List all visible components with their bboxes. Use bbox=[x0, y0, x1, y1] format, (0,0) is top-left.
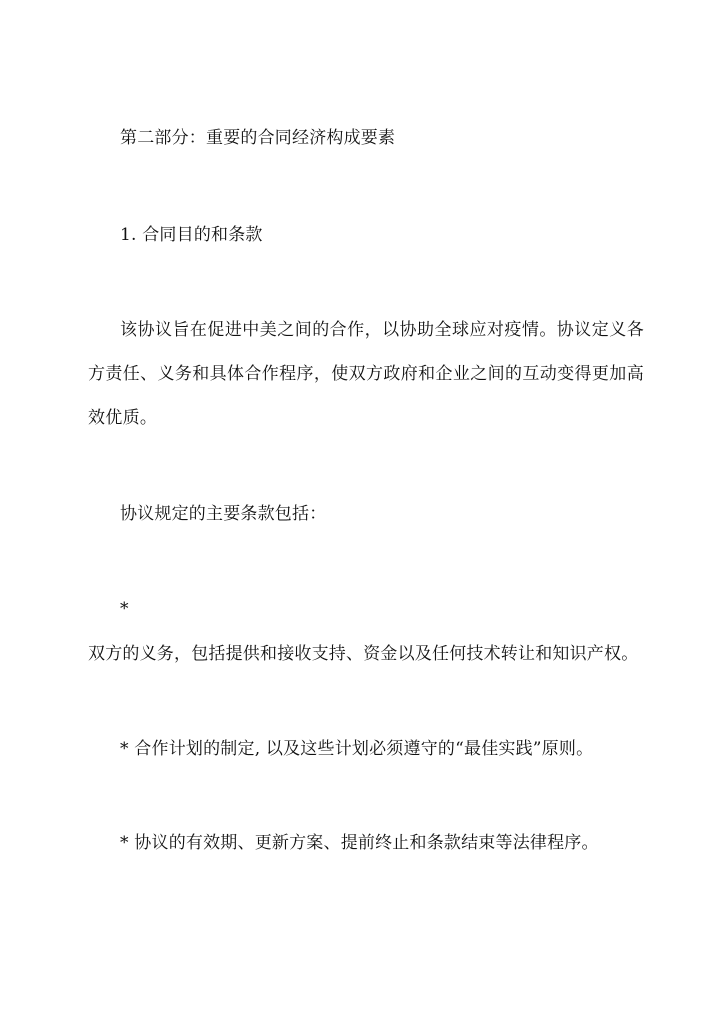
intro-paragraph: 该协议旨在促进中美之间的合作，以协助全球应对疫情。协议定义各方责任、义务和具体合作程序，使双方政府和企业之间的互动变得更加高效优质。 bbox=[88, 320, 644, 428]
subsection-title: 1. 合同目的和条款 bbox=[120, 225, 263, 245]
section-title: 第二部分：重要的合同经济构成要素 bbox=[120, 128, 396, 148]
bullet-marker: * bbox=[120, 599, 129, 619]
bullet-item: 双方的义务，包括提供和接收支持、资金以及任何技术转让和知识产权。 bbox=[88, 644, 639, 664]
terms-heading: 协议规定的主要条款包括： bbox=[120, 504, 327, 524]
bullet-item: * 协议的有效期、更新方案、提前终止和条款结束等法律程序。 bbox=[120, 833, 599, 853]
bullet-item: * 合作计划的制定, 以及这些计划必须遵守的“最佳实践”原则。 bbox=[120, 739, 594, 759]
